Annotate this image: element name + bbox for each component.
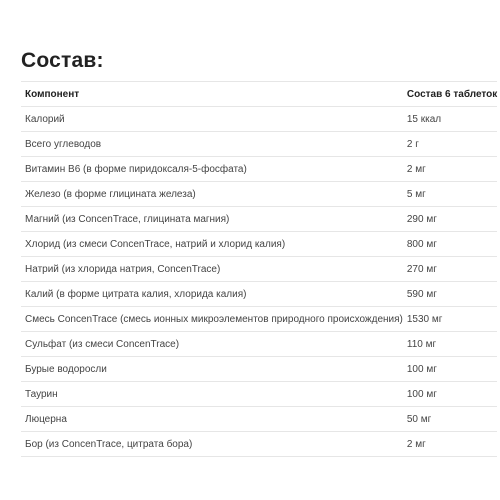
row-amount: 2 мг	[403, 157, 497, 182]
row-amount: 50 мг	[403, 407, 497, 432]
table-header-row	[21, 82, 497, 107]
row-component: Витамин B6 (в форме пиридоксаля-5-фосфата)	[21, 157, 403, 182]
row-component: Магний (из ConcenTrace, глицината магния)	[21, 207, 403, 232]
row-component: Бор (из ConcenTrace, цитрата бора)	[21, 432, 403, 457]
table-row	[21, 107, 497, 132]
header-component: Компонент	[21, 82, 403, 107]
table-row	[21, 232, 497, 257]
table-row	[21, 307, 497, 332]
row-amount: 270 мг	[403, 257, 497, 282]
table-row	[21, 332, 497, 357]
table-row	[21, 182, 497, 207]
table-row	[21, 207, 497, 232]
page-title: Состав:	[21, 49, 104, 72]
row-component: Железо (в форме глицината железа)	[21, 182, 403, 207]
row-amount: 290 мг	[403, 207, 497, 232]
row-component: Смесь ConcenTrace (смесь ионных микроэлементов природного происхождения)	[21, 307, 403, 332]
row-component: Таурин	[21, 382, 403, 407]
row-amount: 5 мг	[403, 182, 497, 207]
row-amount: 15 ккал	[403, 107, 497, 132]
row-amount: 2 мг	[403, 432, 497, 457]
row-component: Калорий	[21, 107, 403, 132]
table-row	[21, 257, 497, 282]
row-amount: 590 мг	[403, 282, 497, 307]
row-component: Люцерна	[21, 407, 403, 432]
table-row	[21, 432, 497, 457]
table-row	[21, 357, 497, 382]
row-component: Сульфат (из смеси ConcenTrace)	[21, 332, 403, 357]
row-amount: 2 г	[403, 132, 497, 157]
composition-table	[21, 81, 497, 457]
row-component: Калий (в форме цитрата калия, хлорида калия)	[21, 282, 403, 307]
table-row	[21, 382, 497, 407]
row-component: Всего углеводов	[21, 132, 403, 157]
row-amount: 1530 мг	[403, 307, 497, 332]
row-amount: 100 мг	[403, 382, 497, 407]
row-component: Натрий (из хлорида натрия, ConcenTrace)	[21, 257, 403, 282]
header-amount: Состав 6 таблеток	[403, 82, 497, 107]
row-amount: 800 мг	[403, 232, 497, 257]
row-component: Хлорид (из смеси ConcenTrace, натрий и хлорид калия)	[21, 232, 403, 257]
row-component: Бурые водоросли	[21, 357, 403, 382]
table-row	[21, 132, 497, 157]
row-amount: 100 мг	[403, 357, 497, 382]
table-row	[21, 282, 497, 307]
table-row	[21, 157, 497, 182]
row-amount: 110 мг	[403, 332, 497, 357]
table-row	[21, 407, 497, 432]
